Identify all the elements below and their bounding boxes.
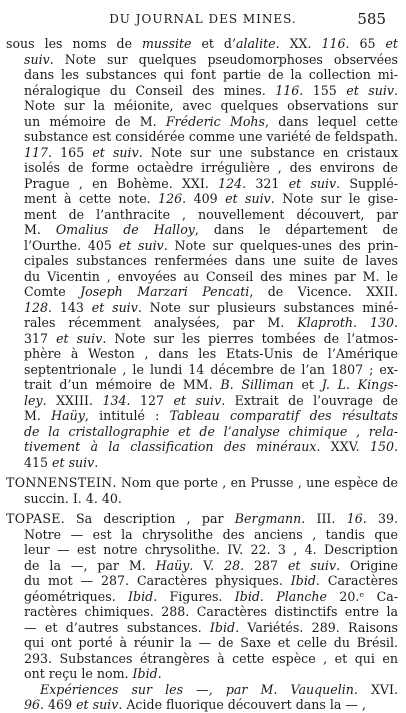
text-line [6,284,398,300]
text-line [6,145,398,161]
text-run: Vauquelin [290,681,354,697]
text-line [6,238,398,254]
text-run: Ibid [290,573,316,588]
text-line [6,604,398,620]
text-run: . Note sur les pierres tombées de l’atmos- [102,330,398,346]
text-run: . Note sur le gise- [270,191,398,206]
text-run: . XX. [275,36,322,51]
text-run: 116 [321,36,346,51]
text-run: un mémoire de M. [24,113,166,129]
text-run: 128 [24,299,49,315]
text-line [6,114,398,130]
text-run: ment à cette note. [24,191,159,206]
text-line [6,408,398,424]
text-run: . 165 [48,144,93,160]
text-run: 96 [24,697,41,712]
text-run: 126 [158,191,183,206]
text-line [6,52,398,68]
text-line [6,666,398,682]
text-line [6,635,398,651]
text-run: . 287 [240,557,288,573]
text-run: suiv [24,51,50,67]
text-run: . [94,454,99,470]
text-run: . [157,666,162,681]
text-run: 415 [24,454,53,470]
text-line [6,589,398,605]
text-run: . Extrait de l’ouvrage de [221,392,398,408]
text-line [6,191,398,207]
text-run: . III. [301,511,347,526]
text-run: succin. I. 4. 40. [24,490,122,506]
text-run: 16 [346,511,363,526]
text-run: trait d’un mémoire de MM. [24,377,221,392]
text-line [6,475,398,491]
text-run: et suiv [118,237,164,253]
text-run: . 39. [362,511,398,526]
text-run: Ibid. Planche [234,588,327,604]
text-line [6,573,398,589]
text-run: . 65 [345,36,386,51]
text-run: qui ont porté à réunir la — de Saxe et celle du Brésil. [24,635,398,650]
text-run: et [385,36,398,51]
text-run: dans les substances qui font partie de la collection mi- [24,67,398,82]
text-run: Comte [24,284,81,299]
text-line [6,253,398,269]
text-line [6,393,398,409]
text-run: — et d’autres substances. [24,619,210,635]
text-run: . Caractères [315,573,398,588]
text-run: Note sur la méionite, avec quelques observations sur [24,98,398,113]
text-run: du Vicentin , envoyées au Conseil des mines par M. le [24,268,398,284]
text-line [6,511,398,527]
text-run: et suiv [288,175,337,191]
text-line [6,36,398,52]
text-run: alalite [236,36,276,51]
text-run: Fréderic Mohs [165,113,265,129]
text-run: du mot — 287. Caractères physiques. [24,573,291,588]
text-line [6,491,398,507]
text-run: 317 [24,330,57,346]
text-run: 124 [218,175,243,191]
text-run: . Origine [336,557,398,573]
text-line [6,527,398,543]
index-entries-text [6,36,398,713]
text-run: Notre — est la chrysolithe des anciens , tandis que [24,526,398,542]
text-run: 134 [102,392,127,408]
text-run: l’Ourthe. 405 [24,237,119,253]
text-run: M. [24,222,56,237]
text-run: Joseph Marzari Pencati [80,284,250,299]
text-run: Haüy [155,557,190,573]
text-run: , intitulé : [84,408,170,423]
text-run: . 469 [40,697,77,712]
text-run: . Figures. [153,588,235,604]
text-run: . [393,315,398,330]
text-run: . 155 [299,82,347,98]
text-run: Haüy [51,408,85,423]
text-run: J. L. Kings- [321,377,398,392]
text-run: ont reçu le nom. [24,666,133,681]
text-run: Klaproth [297,315,353,330]
text-line [6,67,398,83]
text-run: ractères chimiques. 288. Caractères distinctifs entre la [24,604,398,619]
text-line [6,207,398,223]
text-run: et suiv [56,330,103,346]
text-line [6,377,398,393]
text-run: . Supplé- [336,175,398,191]
text-run: 28 [224,557,241,573]
text-run: 20.ᵉ Ca- [327,588,398,604]
page-number: 585 [357,10,386,28]
text-line [6,315,398,331]
text-run: . XXV. [316,439,370,454]
text-line [6,331,398,347]
text-run: et suiv [173,392,222,408]
text-run: Prague , en Bohème. XXI. [24,175,219,191]
text-run: Omalius de Halloy [55,222,195,237]
text-run: ment de l’anthracite , nouvellement découvert, par [24,206,398,222]
text-run: . Note sur une substance en cristaux [138,144,398,160]
text-line [6,83,398,99]
text-run: 293. Substances étrangères à cette espèce , et qui en [24,650,398,666]
text-run: . Note sur quelques-unes des prin- [163,237,398,253]
text-run: , dans lequel cette [265,113,398,129]
text-run: et suiv [346,82,394,98]
text-run: . [353,315,370,330]
text-run: néralogique du Conseil des mines. [24,82,276,98]
text-run: . Sa description , par [60,511,235,526]
text-line [6,300,398,316]
text-run: rales récemment analysées, par M. [24,315,298,330]
text-run: . Nom que porte , en Prusse , une espèce de [112,475,398,490]
text-line [6,620,398,636]
text-run: Ibid [128,588,154,604]
text-run: de la —, par M. [24,557,156,573]
text-run: isolés de forme octaèdre irrégulière , des environs de [24,160,398,175]
text-run: . Acide fluorique découvert dans la — , [118,697,366,712]
text-run: M. [24,408,52,423]
text-line [6,222,398,238]
text-run: 117 [24,144,49,160]
text-run: . XXIII. [42,392,103,408]
text-run: septentrionale , le lundi 14 décembre de l’an 1807 ; ex- [24,361,398,377]
text-run: substance est considérée comme une variété de feldspath. [24,129,398,144]
text-run: et suiv [52,454,95,470]
entry-headword: TONNENSTEIN [6,475,113,490]
text-run: géométriques. [24,588,129,604]
text-line [6,697,398,713]
text-run: cipales substances renfermées dans une suite de laves [24,253,398,268]
text-run: 116 [275,82,300,98]
text-line [6,424,398,440]
text-line [6,682,398,698]
text-run: . V. [189,557,225,573]
text-line [6,129,398,145]
text-run: tivement à la classification des minéraux [24,439,317,454]
text-run: et suiv [92,144,139,160]
text-run: . Variétés. 289. Raisons [235,619,398,635]
text-line [6,98,398,114]
entry-headword: TOPASE [6,511,61,526]
text-line [6,455,398,471]
text-run: 130 [369,315,394,330]
text-run: sous les noms de [6,36,142,51]
page-header [0,10,406,32]
text-line [6,362,398,378]
text-run: , de Vicence. XXII. [249,284,398,299]
text-line [6,651,398,667]
text-run: et suiv [91,299,138,315]
running-head: DU JOURNAL DES MINES. [109,12,297,26]
text-run: leur — est notre chrysolithe. IV. 22. 3 , 4. Description [24,542,398,557]
text-run: et d’ [191,36,236,51]
text-line [6,439,398,455]
text-line [6,542,398,558]
text-run: . XVI. [353,681,398,697]
text-run: ley [24,392,43,408]
text-run: 150 [369,439,394,454]
text-line [6,176,398,192]
text-line [6,269,398,285]
text-run: . [393,439,398,454]
text-run: et suiv [76,697,119,712]
text-run: et suiv [287,557,337,573]
text-run: . 409 [182,191,226,206]
text-run: . 143 [48,299,92,315]
text-line [6,558,398,574]
text-line [6,160,398,176]
text-run: mussite [141,36,192,51]
text-run: Ibid [132,666,158,681]
text-run: . Note sur quelques pseudomorphoses observées [49,51,398,67]
text-run: . 127 [126,392,174,408]
text-run: . [393,82,398,98]
text-run: . 321 [242,175,289,191]
text-line [6,346,398,362]
text-run: et [293,377,322,392]
text-run: Ibid [209,619,236,635]
text-run: , dans le département de [194,222,398,237]
text-run: Tableau comparatif des résultats [169,408,398,423]
text-run: . Note sur plusieurs substances miné- [137,299,398,315]
text-run: de la cristallographie et de l’analyse chimique , rela- [24,423,398,439]
text-run: Expériences sur les —, par M. [40,681,291,697]
text-run: et suiv [225,191,271,206]
text-run: B. Silliman [220,377,294,392]
text-run: phère à Weston , dans les Etats-Unis de l’Amérique [24,346,398,361]
text-run: Bergmann [234,511,302,526]
